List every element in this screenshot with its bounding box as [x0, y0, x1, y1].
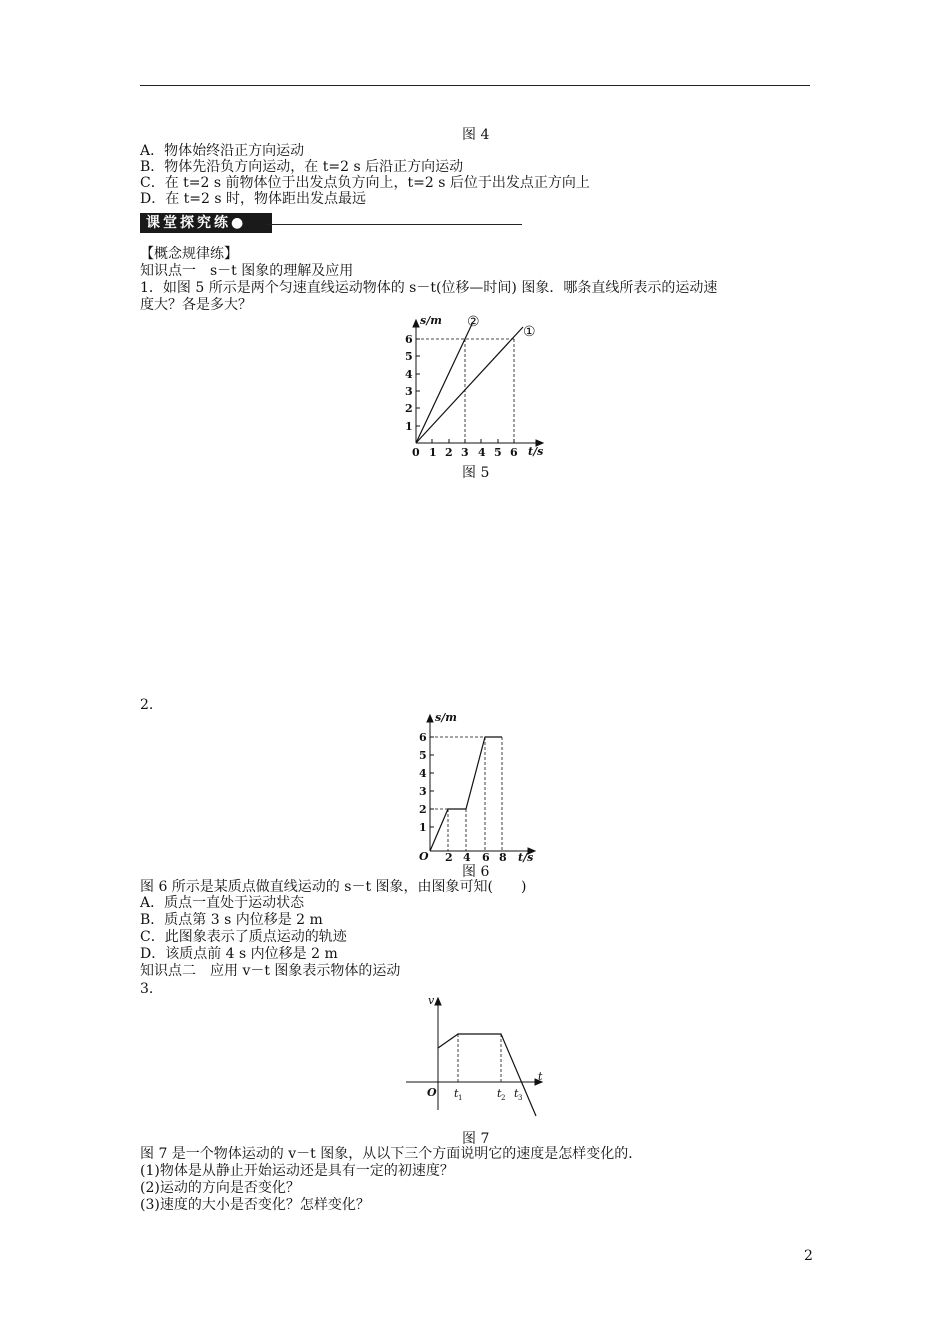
page-number: 2	[804, 1248, 813, 1264]
fig6-xtick: 8	[499, 851, 507, 864]
question1-line1: 1．如图 5 所示是两个匀速直线运动物体的 s－t(位移—时间) 图象．哪条直线所表示的运动速	[140, 280, 718, 296]
fig6-xtick: 6	[482, 851, 490, 864]
fig5-xtick: 0	[412, 446, 420, 459]
fig5-ytick: 6	[405, 333, 413, 346]
fig7-y-label: v	[428, 994, 435, 1007]
fig7-t2: t	[497, 1087, 502, 1100]
question3-number: 3.	[140, 981, 154, 997]
figure6-graph	[405, 705, 545, 865]
figure6-caption: 图 6	[462, 864, 490, 880]
question2-number: 2.	[140, 697, 154, 713]
fig6-y-label: s/m	[435, 711, 457, 724]
fig6-path	[430, 737, 502, 851]
fig5-xtick: 5	[494, 446, 502, 459]
fig5-ytick: 5	[405, 350, 413, 363]
fig7-path	[438, 1034, 536, 1116]
fig5-line1-label: ①	[523, 324, 536, 340]
fig5-line-1	[416, 327, 523, 443]
fig6-xtick: 2	[445, 851, 453, 864]
prev-option-d: D．在 t=2 s 时，物体距出发点最远	[140, 191, 367, 207]
fig6-ytick: 4	[419, 767, 427, 780]
fig5-xtick: 4	[478, 446, 486, 459]
question1-line2: 度大？各是多大？	[140, 297, 252, 313]
fig6-ytick: 3	[419, 785, 427, 798]
fig5-xtick: 3	[461, 446, 469, 459]
fig5-ytick: 4	[405, 368, 413, 381]
fig7-origin: O	[427, 1086, 437, 1099]
q3-item-2: (2)运动的方向是否变化？	[140, 1180, 300, 1196]
figure5-caption: 图 5	[462, 465, 490, 481]
fig6-ytick: 6	[419, 731, 427, 744]
prev-option-c: C．在 t=2 s 前物体位于出发点负方向上，t=2 s 后位于出发点正方向上	[140, 175, 590, 191]
prev-option-b: B．物体先沿负方向运动，在 t=2 s 后沿正方向运动	[140, 159, 464, 175]
banner-rule	[266, 224, 522, 225]
fig5-xtick: 1	[429, 446, 437, 459]
fig5-ytick: 3	[405, 385, 413, 398]
fig7-x-label: t	[538, 1070, 543, 1083]
q2-option-a: A．质点一直处于运动状态	[140, 895, 305, 911]
subsection-heading: 【概念规律练】	[140, 246, 238, 262]
q2-option-d: D．该质点前 4 s 内位移是 2 m	[140, 946, 338, 962]
section-banner: 课堂探究练●	[140, 213, 272, 233]
fig6-ytick: 5	[419, 749, 427, 762]
fig5-xtick: 6	[510, 446, 518, 459]
top-rule	[140, 85, 810, 86]
fig5-line2-label: ②	[467, 314, 480, 330]
fig7-t3: t	[514, 1087, 519, 1100]
fig7-t1: t	[454, 1087, 459, 1100]
q3-item-1: (1)物体是从静止开始运动还是具有一定的初速度？	[140, 1163, 454, 1179]
fig6-x-label: t/s	[518, 851, 534, 864]
fig5-y-label: s/m	[420, 314, 442, 327]
fig6-origin: O	[419, 850, 429, 863]
question2-text: 图 6 所示是某质点做直线运动的 s－t 图象，由图象可知( )	[140, 879, 527, 895]
knowledge-point-1: 知识点一 s－t 图象的理解及应用	[140, 263, 354, 279]
fig6-xtick: 4	[463, 851, 471, 864]
figure4-caption: 图 4	[462, 127, 490, 143]
q3-item-3: (3)速度的大小是否变化？怎样变化？	[140, 1197, 370, 1213]
fig7-t2-sub: 2	[501, 1094, 506, 1102]
fig7-t3-sub: 3	[518, 1094, 523, 1102]
fig5-ytick: 1	[405, 420, 413, 433]
question3-text: 图 7 是一个物体运动的 v－t 图象，从以下三个方面说明它的速度是怎样变化的．	[140, 1146, 643, 1162]
fig7-t1-sub: 1	[458, 1094, 463, 1102]
q2-option-b: B．质点第 3 s 内位移是 2 m	[140, 912, 323, 928]
fig5-xtick: 2	[445, 446, 453, 459]
figure7-graph	[400, 990, 550, 1125]
q2-option-c: C．此图象表示了质点运动的轨迹	[140, 929, 347, 945]
fig6-ytick: 1	[419, 821, 427, 834]
fig6-ytick: 2	[419, 803, 427, 816]
figure7-caption: 图 7	[462, 1131, 490, 1147]
fig5-line-2	[416, 324, 472, 443]
prev-option-a: A．物体始终沿正方向运动	[140, 143, 305, 159]
knowledge-point-2: 知识点二 应用 v－t 图象表示物体的运动	[140, 963, 401, 979]
figure5-graph	[390, 310, 560, 480]
fig5-ytick: 2	[405, 402, 413, 415]
fig5-x-label: t/s	[528, 445, 544, 458]
